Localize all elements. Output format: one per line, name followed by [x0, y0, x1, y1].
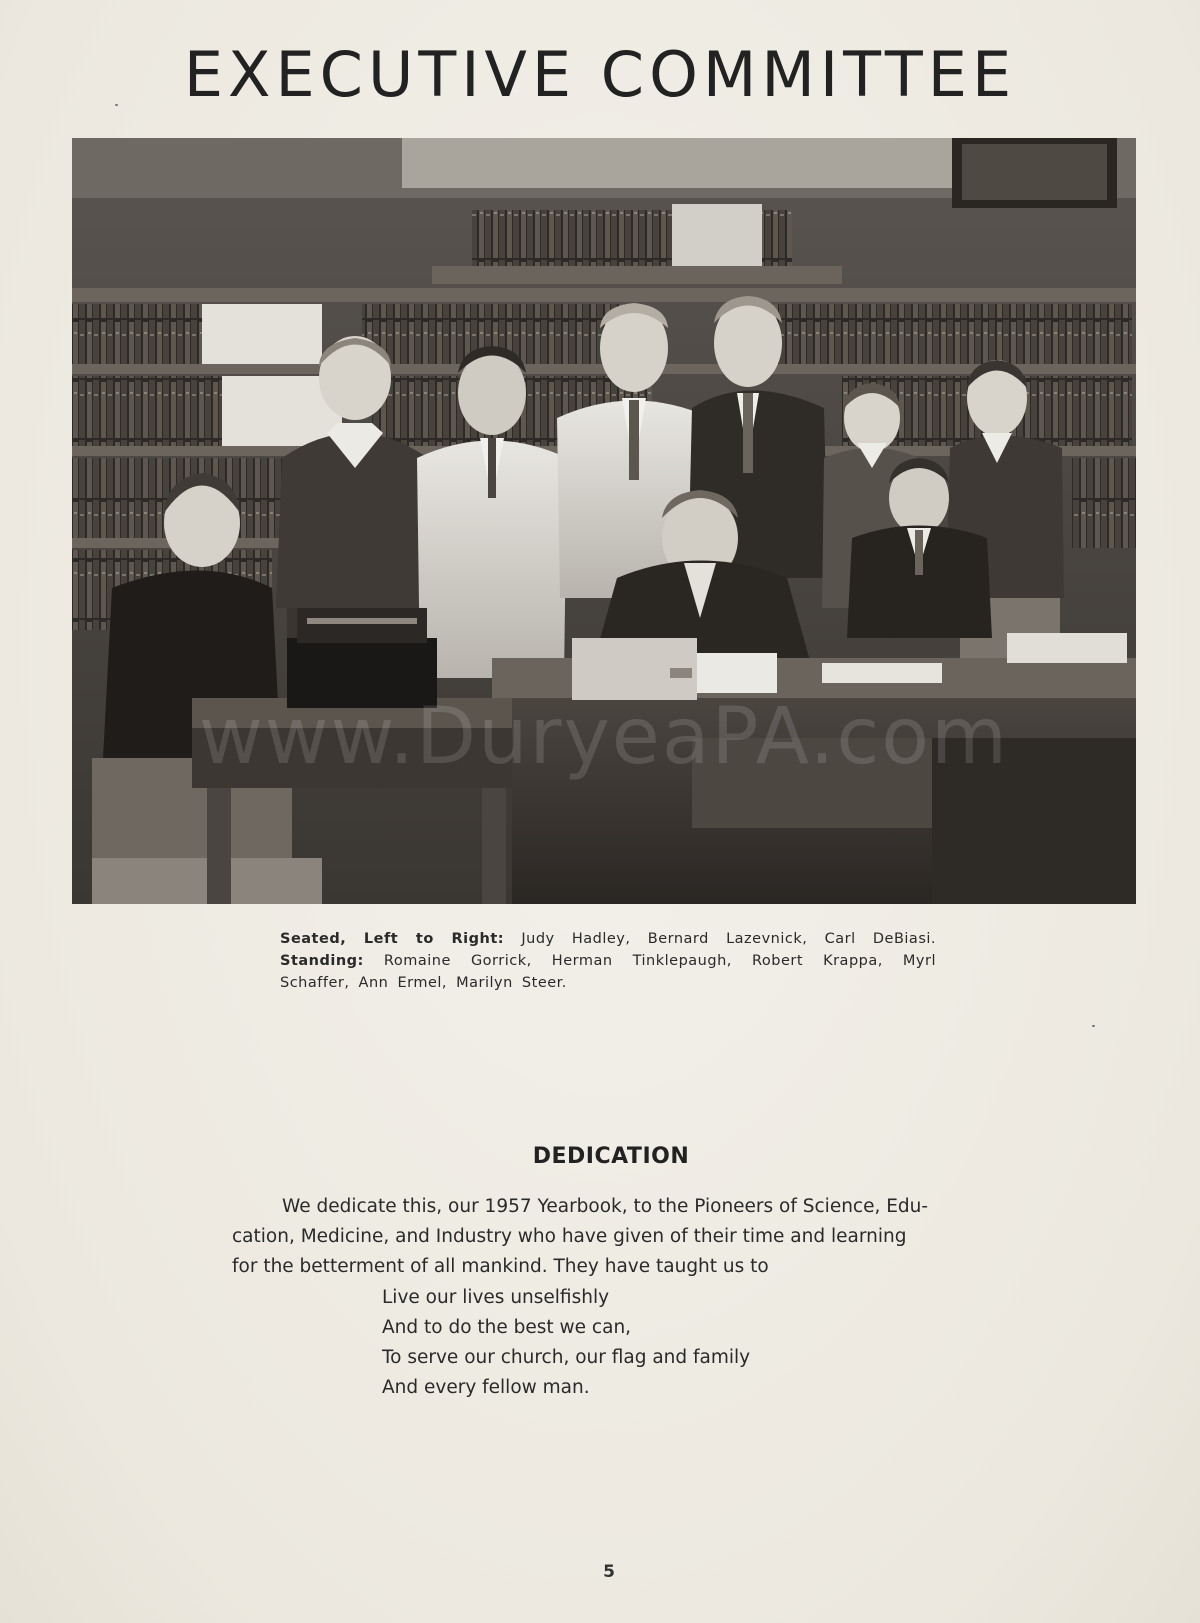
poem-line: To serve our church, our flag and family	[382, 1347, 751, 1368]
paper-speck	[1092, 1025, 1095, 1027]
committee-photo	[72, 138, 1136, 904]
committee-photo-illustration	[72, 138, 1136, 904]
page-title: EXECUTIVE COMMITTEE	[183, 38, 1017, 111]
paper-speck	[115, 104, 118, 106]
poem-line: Live our lives unselfishly	[382, 1287, 610, 1308]
dedication-line-2: cation, Medicine, and Industry who have given of their time and learning	[232, 1226, 907, 1247]
caption-seated-names: Judy Hadley, Bernard Lazevnick, Carl DeBiasi.	[521, 931, 937, 947]
photo-watermark: www.DuryeaPA.com	[199, 692, 1009, 782]
dedication-line-1: We dedicate this, our 1957 Yearbook, to the Pioneers of Science, Edu-	[282, 1196, 929, 1217]
dedication-body	[232, 1192, 988, 1282]
caption-standing-names: Romaine Gorrick, Herman Tinklepaugh, Robert Krappa, Myrl Schaffer, Ann Ermel, Marilyn Steer.	[280, 953, 936, 991]
dedication-heading: DEDICATION	[532, 1144, 690, 1169]
poem-line: And every fellow man.	[382, 1377, 590, 1398]
dedication-poem	[382, 1283, 750, 1403]
photo-caption	[280, 928, 936, 994]
page-number: 5	[603, 1562, 615, 1582]
caption-standing-label: Standing:	[280, 953, 364, 969]
poem-line: And to do the best we can,	[382, 1317, 632, 1338]
caption-seated-label: Seated, Left to Right:	[280, 931, 505, 947]
dedication-line-3: for the betterment of all mankind. They have taught us to	[232, 1256, 769, 1277]
